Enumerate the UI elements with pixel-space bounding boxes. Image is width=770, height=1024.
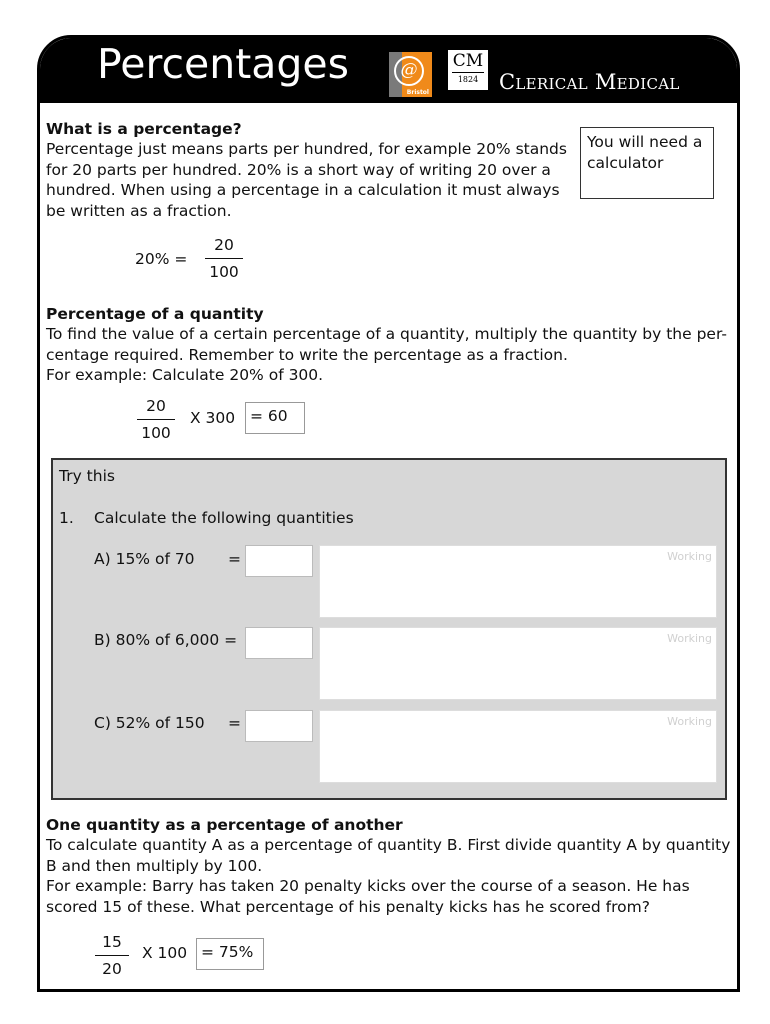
item-b-answer-input[interactable]: [245, 627, 313, 659]
example2-numerator: 20: [146, 397, 166, 415]
section3-line-4: scored 15 of these. What percentage of his penalty kicks has he scored from?: [46, 898, 650, 916]
cm-logo-divider: [452, 72, 484, 73]
item-c-working-area[interactable]: [319, 710, 717, 783]
example3-denominator: 20: [102, 960, 122, 978]
example1-numerator: 20: [214, 236, 234, 254]
item-c-working-label: Working: [667, 715, 712, 728]
section1-line-1: Percentage just means parts per hundred, for example 20% stands: [46, 140, 567, 158]
section1-heading: What is a percentage?: [46, 120, 242, 138]
section3-line-1: To calculate quantity A as a percentage of quantity B. First divide quantity A by quantity: [46, 836, 731, 854]
section1-line-3: hundred. When using a percentage in a calculation it must always: [46, 181, 560, 199]
example2-fraction: [137, 397, 175, 442]
at-bristol-logo: [389, 52, 432, 97]
section2-line-3: For example: Calculate 20% of 300.: [46, 366, 324, 384]
at-logo-symbol: @: [394, 56, 424, 86]
example3-multiplier: X 100: [142, 944, 188, 962]
calculator-note: You will need a calculator: [580, 127, 714, 199]
cm-logo: [448, 50, 488, 90]
at-logo-city: Bristol: [406, 89, 429, 96]
brand-name-text: Clerical Medical: [499, 70, 680, 94]
header-bar: [40, 38, 737, 103]
item-c-answer-input[interactable]: [245, 710, 313, 742]
item-a-working-label: Working: [667, 550, 712, 563]
brand-name: [499, 70, 680, 94]
example3-fraction: [95, 933, 129, 978]
section2-line-1: To find the value of a certain percentage of a quantity, multiply the quantity by the per-: [46, 325, 727, 343]
example3-numerator: 15: [102, 933, 122, 951]
item-c-label: C) 52% of 150: [94, 714, 205, 732]
section1-line-2: for 20 parts per hundred. 20% is a short way of writing 20 over a: [46, 161, 551, 179]
question-text: Calculate the following quantities: [94, 509, 354, 527]
item-c-equals: =: [228, 714, 241, 732]
try-this-title: Try this: [59, 467, 115, 485]
item-a-label: A) 15% of 70: [94, 550, 195, 568]
try-this-panel: [51, 458, 727, 800]
section3-heading: One quantity as a percentage of another: [46, 816, 403, 834]
item-a-working-area[interactable]: [319, 545, 717, 618]
question-number: 1.: [59, 509, 74, 527]
example1-denominator: 100: [209, 263, 239, 281]
page-title: Percentages: [97, 40, 350, 88]
section3-line-2: B and then multiply by 100.: [46, 857, 263, 875]
section1-line-4: be written as a fraction.: [46, 202, 232, 220]
item-b-label: B) 80% of 6,000 =: [94, 631, 238, 649]
section2-line-2: centage required. Remember to write the percentage as a fraction.: [46, 346, 568, 364]
item-b-working-label: Working: [667, 632, 712, 645]
section2-heading: Percentage of a quantity: [46, 305, 264, 323]
section3-line-3: For example: Barry has taken 20 penalty kicks over the course of a season. He has: [46, 877, 690, 895]
example2-multiplier: X 300: [190, 409, 236, 427]
example2-denominator: 100: [141, 424, 171, 442]
item-a-equals: =: [228, 550, 241, 568]
item-a-answer-input[interactable]: [245, 545, 313, 577]
cm-logo-letters: CM: [452, 51, 484, 71]
example3-result: = 75%: [196, 938, 264, 970]
cm-logo-year: 1824: [457, 75, 479, 84]
example1-lhs: 20% =: [135, 250, 188, 268]
example2-result: = 60: [245, 402, 305, 434]
example1-fraction: [205, 236, 243, 281]
item-b-working-area[interactable]: [319, 627, 717, 700]
